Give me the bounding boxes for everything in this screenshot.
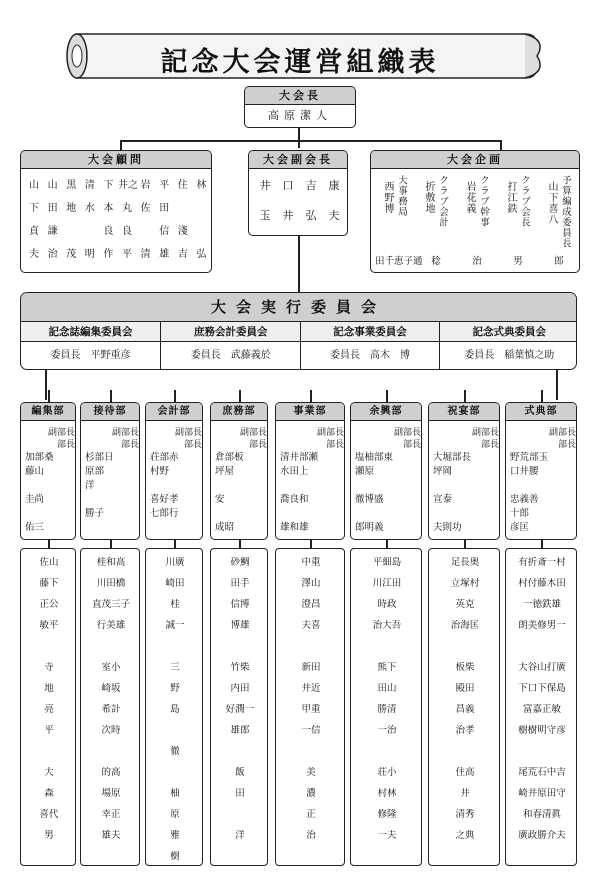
member-name: 好潤一 bbox=[225, 704, 255, 715]
member-name: 朗美修男一 bbox=[518, 620, 566, 631]
dept-label: 会計部 bbox=[146, 403, 202, 421]
member-name: 英克 bbox=[455, 599, 475, 610]
planning-given: 稔 bbox=[431, 256, 441, 267]
dept-member: 徹博盛 bbox=[355, 494, 384, 505]
dept-member: 口井腰 bbox=[510, 466, 539, 477]
dept-label: 事業部 bbox=[276, 403, 344, 421]
advisor-name: 山 bbox=[29, 180, 39, 191]
members-box bbox=[20, 548, 76, 866]
dept-connector bbox=[110, 540, 112, 548]
dept-box bbox=[80, 402, 140, 540]
executive-box bbox=[20, 292, 577, 370]
member-name: 治 bbox=[306, 830, 316, 841]
executive-label: 大会実行委員会 bbox=[21, 293, 576, 322]
member-name: 住高 bbox=[455, 767, 475, 778]
dept-label: 式典部 bbox=[506, 403, 576, 421]
committee-chair: 委員長 平野重彦 bbox=[50, 350, 131, 361]
advisor-name: 田 bbox=[47, 203, 58, 214]
dept-member: 圭尚 bbox=[25, 494, 45, 505]
planning-name: 打江鉄 bbox=[505, 181, 516, 214]
dept-member: 彦匡 bbox=[510, 522, 530, 533]
advisor-name: 下 bbox=[103, 180, 114, 191]
dept-label: 祝宴部 bbox=[429, 403, 499, 421]
member-name: 徹 bbox=[170, 746, 180, 757]
dept-connector bbox=[464, 540, 466, 548]
dept-member: 佑三 bbox=[25, 522, 45, 533]
dept-box bbox=[20, 402, 76, 540]
member-name: 勝清 bbox=[377, 704, 397, 715]
dept-box bbox=[350, 402, 422, 540]
member-name: 行美雄 bbox=[96, 620, 126, 631]
dept-member: 宣泰 bbox=[433, 494, 453, 505]
vice-name: 井 bbox=[259, 179, 271, 192]
dept-connector bbox=[464, 390, 466, 402]
dept-member: 成昭 bbox=[215, 522, 235, 533]
advisor-name: 林 bbox=[196, 180, 207, 191]
planning-name: 岩花義 bbox=[464, 181, 475, 214]
member-name: 和春清眞 bbox=[522, 809, 561, 820]
advisor-name: 謙 bbox=[47, 226, 58, 237]
committee-name: 記念式典委員会 bbox=[440, 322, 577, 342]
member-name: 原 bbox=[170, 809, 180, 820]
planning-name: 山下喜八 bbox=[546, 181, 557, 225]
member-name: 飯 bbox=[235, 767, 245, 778]
advisor-name: 本 bbox=[103, 203, 114, 214]
vice-name: 吉 bbox=[305, 179, 317, 192]
president-box bbox=[244, 86, 356, 128]
advisor-name: 清 bbox=[140, 249, 151, 260]
vice-name: 弘 bbox=[305, 209, 317, 222]
member-name: 濃 bbox=[306, 788, 316, 799]
dept-box bbox=[428, 402, 500, 540]
dept-member: 杉部日 bbox=[85, 452, 114, 463]
vice-name: 玉 bbox=[259, 209, 271, 222]
vice-name: 井 bbox=[282, 209, 294, 222]
advisors-label: 大会顧問 bbox=[21, 151, 211, 169]
dept-member: 勝子 bbox=[85, 508, 105, 519]
member-name: 内田 bbox=[230, 683, 250, 694]
advisor-name: 良 bbox=[103, 226, 114, 237]
member-name: 場原 bbox=[101, 788, 121, 799]
advisor-name: 茂 bbox=[66, 249, 77, 260]
dept-heads: 副部長 bbox=[239, 428, 267, 438]
member-name: 大 bbox=[44, 767, 54, 778]
advisor-name: 作 bbox=[103, 249, 114, 260]
member-name: 熊下 bbox=[377, 662, 397, 673]
committee-cell bbox=[160, 322, 299, 370]
planning-role: クラブ会長 bbox=[519, 175, 530, 228]
member-name: 有折斎一村 bbox=[518, 557, 566, 568]
dept-member: 洋 bbox=[85, 480, 95, 491]
planning-role: クラブ幹事 bbox=[478, 175, 489, 228]
member-name: 富嘉正敏 bbox=[522, 704, 561, 715]
vice-label: 大会副会長 bbox=[249, 151, 347, 169]
member-name: 的高 bbox=[101, 767, 121, 778]
member-name: 崎坂 bbox=[101, 683, 121, 694]
dept-label: 接待部 bbox=[81, 403, 139, 421]
advisor-name: 吉 bbox=[177, 249, 188, 260]
member-name: 足長奥 bbox=[450, 557, 480, 568]
advisor-name: 清 bbox=[84, 180, 95, 191]
dept-box bbox=[210, 402, 268, 540]
member-name: 野 bbox=[170, 683, 180, 694]
dept-connector bbox=[386, 540, 388, 548]
member-name: 雅 bbox=[170, 830, 180, 841]
dept-member: 村野 bbox=[150, 466, 170, 477]
member-name: 時政 bbox=[377, 599, 397, 610]
member-name: 桂和高 bbox=[96, 557, 126, 568]
members-box bbox=[210, 548, 268, 866]
president-label: 大会長 bbox=[245, 87, 355, 105]
dept-member: 喜好孝 bbox=[150, 494, 179, 505]
planning-role: クラブ会計 bbox=[437, 175, 448, 228]
advisor-name: 黒 bbox=[66, 180, 77, 191]
member-name: 三 bbox=[170, 662, 180, 673]
member-name: 下口下保島 bbox=[518, 683, 566, 694]
member-name: 柚 bbox=[170, 788, 180, 799]
dept-connector bbox=[48, 390, 50, 402]
vice-name: 口 bbox=[282, 179, 294, 192]
page-title: 記念大会運営組織表 bbox=[160, 47, 440, 78]
dept-member: 十郎 bbox=[510, 508, 530, 519]
member-name: 中重 bbox=[301, 557, 321, 568]
advisor-name: 平 bbox=[122, 249, 132, 260]
dept-heads: 副部長 bbox=[548, 428, 576, 438]
president-name: 高原潔人 bbox=[268, 109, 332, 122]
dept-heads: 部長 bbox=[248, 440, 267, 450]
planning-given: 男 bbox=[513, 256, 523, 267]
member-name: 博雄 bbox=[230, 620, 250, 631]
member-name: 敏平 bbox=[39, 620, 59, 631]
dept-member: 倉部板 bbox=[215, 452, 244, 463]
committee-name: 庶務会計委員会 bbox=[161, 322, 300, 342]
member-name: 新田 bbox=[301, 662, 321, 673]
advisor-name: 信 bbox=[159, 226, 170, 237]
member-name: 直茂三子 bbox=[91, 599, 130, 610]
member-name: 夫喜 bbox=[301, 620, 321, 631]
member-name: 澤山 bbox=[301, 578, 321, 589]
member-name: 修隆 bbox=[377, 809, 397, 820]
vice-name: 夫 bbox=[328, 209, 340, 222]
dept-connector bbox=[541, 540, 543, 548]
advisor-name: 明 bbox=[84, 249, 95, 260]
dept-connector bbox=[541, 390, 543, 402]
dept-member: 原部 bbox=[85, 466, 105, 477]
planning-label: 大会企画 bbox=[371, 151, 579, 169]
member-name: 村林 bbox=[377, 788, 397, 799]
advisor-name: 平 bbox=[159, 180, 170, 191]
member-name: 幸正 bbox=[101, 809, 121, 820]
member-name: 治孝 bbox=[455, 725, 475, 736]
dept-member: 坪岡 bbox=[433, 466, 453, 477]
member-name: 平 bbox=[44, 725, 54, 736]
member-name: 川田橋 bbox=[96, 578, 126, 589]
dept-box bbox=[275, 402, 345, 540]
dept-label: 庶務部 bbox=[211, 403, 267, 421]
member-name: 男 bbox=[44, 830, 54, 841]
dept-heads: 副部長 bbox=[316, 428, 344, 438]
advisor-name: 弘 bbox=[196, 249, 207, 260]
advisor-name: 雄 bbox=[159, 249, 170, 260]
advisor-name: 良 bbox=[122, 226, 132, 237]
member-name: 尾荒石中吉 bbox=[518, 767, 566, 778]
member-name: 澄昌 bbox=[301, 599, 321, 610]
member-name: 清秀 bbox=[455, 809, 475, 820]
dept-member: 藤山 bbox=[25, 466, 45, 477]
dept-connector bbox=[48, 540, 50, 548]
planning-role: 大事務局 bbox=[396, 175, 407, 217]
planning-given: 治 bbox=[472, 256, 482, 267]
dept-heads: 副部長 bbox=[393, 428, 421, 438]
member-name: 治大吾 bbox=[372, 620, 402, 631]
committee-chair: 委員長 稲葉慎之助 bbox=[464, 350, 555, 361]
member-name: 竹柴 bbox=[230, 662, 250, 673]
members-box bbox=[505, 548, 577, 866]
advisors-box bbox=[20, 150, 212, 273]
member-name: 一徳鉄雄 bbox=[522, 599, 561, 610]
member-name: 一夫 bbox=[377, 830, 397, 841]
member-name: 治海匡 bbox=[450, 620, 480, 631]
member-name: 殿田 bbox=[455, 683, 475, 694]
member-name: 佐山 bbox=[39, 557, 59, 568]
member-name: 昌義 bbox=[455, 704, 475, 715]
dept-member: 雄和雄 bbox=[280, 522, 309, 533]
member-name: 平細島 bbox=[372, 557, 402, 568]
dept-heads: 部長 bbox=[402, 440, 421, 450]
dept-connector bbox=[174, 390, 176, 402]
member-name: 板柴 bbox=[455, 662, 475, 673]
planning-given: 郎 bbox=[554, 256, 564, 267]
committee-cell bbox=[300, 322, 439, 370]
dept-box bbox=[145, 402, 203, 540]
dept-heads: 副部長 bbox=[174, 428, 202, 438]
advisor-name: 田 bbox=[159, 203, 170, 214]
dept-connector bbox=[239, 390, 241, 402]
vice-name: 康 bbox=[328, 179, 340, 192]
planning-name: 西野博 bbox=[382, 181, 393, 214]
member-name: 立塚村 bbox=[450, 578, 480, 589]
dept-heads: 部長 bbox=[480, 440, 499, 450]
member-name: 廣政勝介夫 bbox=[518, 830, 566, 841]
advisor-name: 岩 bbox=[140, 180, 151, 191]
dept-member: 清井部瀬 bbox=[280, 452, 319, 463]
committee-cell bbox=[439, 322, 577, 370]
dept-heads: 副部長 bbox=[111, 428, 139, 438]
member-name: 雄夫 bbox=[101, 830, 121, 841]
dept-heads: 副部長 bbox=[471, 428, 499, 438]
member-name: 井 bbox=[460, 788, 470, 799]
dept-connector bbox=[310, 540, 312, 548]
dept-member: 安 bbox=[215, 494, 225, 505]
dept-heads: 副部長 bbox=[47, 428, 75, 438]
dept-connector bbox=[386, 390, 388, 402]
members-box bbox=[80, 548, 140, 866]
member-name: 次時 bbox=[101, 725, 121, 736]
dept-member: 加部桑 bbox=[25, 452, 54, 463]
committee-name: 記念誌編集委員会 bbox=[21, 322, 160, 342]
member-name: 喜代 bbox=[39, 809, 59, 820]
dept-member: 坪屋 bbox=[215, 466, 235, 477]
committee-chair: 委員長 武藤義於 bbox=[190, 350, 271, 361]
member-name: 大谷山打廣 bbox=[518, 662, 566, 673]
member-name: 希計 bbox=[101, 704, 121, 715]
member-name: 川江田 bbox=[372, 578, 402, 589]
dept-member: 水田上 bbox=[280, 466, 309, 477]
dept-member: 塩柚部東 bbox=[355, 452, 394, 463]
member-name: 地 bbox=[44, 683, 54, 694]
planning-given: 田千恵子通 bbox=[375, 256, 423, 267]
members-box bbox=[145, 548, 203, 866]
member-name: 室小 bbox=[101, 662, 121, 673]
member-name: 田 bbox=[235, 788, 245, 799]
member-name: 雄郎 bbox=[230, 725, 250, 736]
member-name: 崎井原田守 bbox=[518, 788, 566, 799]
member-name: 藤下 bbox=[39, 578, 59, 589]
member-name: 誠一 bbox=[165, 620, 185, 631]
dept-member: 瀬原 bbox=[355, 466, 375, 477]
dept-member: 七郎行 bbox=[150, 508, 179, 519]
dept-connector bbox=[239, 540, 241, 548]
dept-member: 忠義善 bbox=[510, 494, 539, 505]
dept-member: 野荒部玉 bbox=[510, 452, 549, 463]
dept-label: 余興部 bbox=[351, 403, 421, 421]
advisor-name: 貞 bbox=[29, 226, 39, 237]
dept-label: 編集部 bbox=[21, 403, 75, 421]
dept-box bbox=[505, 402, 577, 540]
member-name: 正公 bbox=[39, 599, 59, 610]
dept-member: 大堀部長 bbox=[433, 452, 472, 463]
member-name: 甲重 bbox=[301, 704, 321, 715]
planning-box bbox=[370, 150, 580, 273]
member-name: 田手 bbox=[230, 578, 250, 589]
committee-name: 記念事業委員会 bbox=[301, 322, 440, 342]
dept-connector bbox=[174, 540, 176, 548]
members-box bbox=[428, 548, 500, 866]
member-name: 之典 bbox=[455, 830, 475, 841]
advisor-name: 地 bbox=[66, 203, 77, 214]
advisor-name: 丸 bbox=[122, 203, 132, 214]
dept-member: 喬良和 bbox=[280, 494, 309, 505]
planning-name: 折敷地 bbox=[423, 181, 434, 214]
advisor-name: 夫 bbox=[29, 249, 39, 260]
advisor-name: 山 bbox=[47, 180, 58, 191]
advisor-name: 治 bbox=[47, 249, 58, 260]
member-name: 田山 bbox=[377, 683, 397, 694]
dept-heads: 部長 bbox=[120, 440, 139, 450]
members-box bbox=[275, 548, 345, 866]
dept-member: 夫則功 bbox=[433, 522, 462, 533]
member-name: 一信 bbox=[301, 725, 321, 736]
members-box bbox=[350, 548, 422, 866]
member-name: 一治 bbox=[377, 725, 397, 736]
member-name: 亮 bbox=[44, 704, 54, 715]
member-name: 美 bbox=[306, 767, 316, 778]
advisor-name: 佐 bbox=[140, 203, 151, 214]
member-name: 島 bbox=[170, 704, 180, 715]
member-name: 荘小 bbox=[377, 767, 397, 778]
committee-cell bbox=[21, 322, 160, 370]
advisor-name: 水 bbox=[84, 203, 95, 214]
advisor-name: 井之 bbox=[118, 180, 138, 191]
dept-heads: 部長 bbox=[557, 440, 576, 450]
advisor-name: 住 bbox=[177, 180, 188, 191]
vice-box bbox=[248, 150, 348, 236]
dept-heads: 部長 bbox=[183, 440, 202, 450]
member-name: 寺 bbox=[44, 662, 54, 673]
planning-role: 予算編成委員長 bbox=[560, 175, 571, 249]
advisor-name: 下 bbox=[29, 203, 39, 214]
dept-member: 荘部赤 bbox=[150, 452, 179, 463]
member-name: 井近 bbox=[301, 683, 321, 694]
member-name: 正 bbox=[306, 809, 316, 820]
member-name: 川廣 bbox=[165, 557, 185, 568]
dept-connector bbox=[110, 390, 112, 402]
member-name: 樹 bbox=[170, 851, 180, 862]
dept-connector bbox=[310, 390, 312, 402]
member-name: 崎田 bbox=[165, 578, 185, 589]
member-name: 洋 bbox=[235, 830, 245, 841]
dept-heads: 部長 bbox=[325, 440, 344, 450]
member-name: 砂鯛 bbox=[230, 557, 250, 568]
member-name: 森 bbox=[44, 788, 54, 799]
advisor-name: 淺 bbox=[177, 226, 188, 237]
member-name: 樹樹明守彦 bbox=[518, 725, 566, 736]
dept-member: 郎明義 bbox=[355, 522, 384, 533]
committee-chair: 委員長 高木 博 bbox=[330, 350, 410, 361]
dept-heads: 部長 bbox=[56, 440, 75, 450]
member-name: 村付藤木田 bbox=[518, 578, 566, 589]
member-name: 信博 bbox=[230, 599, 250, 610]
member-name: 桂 bbox=[170, 599, 180, 610]
